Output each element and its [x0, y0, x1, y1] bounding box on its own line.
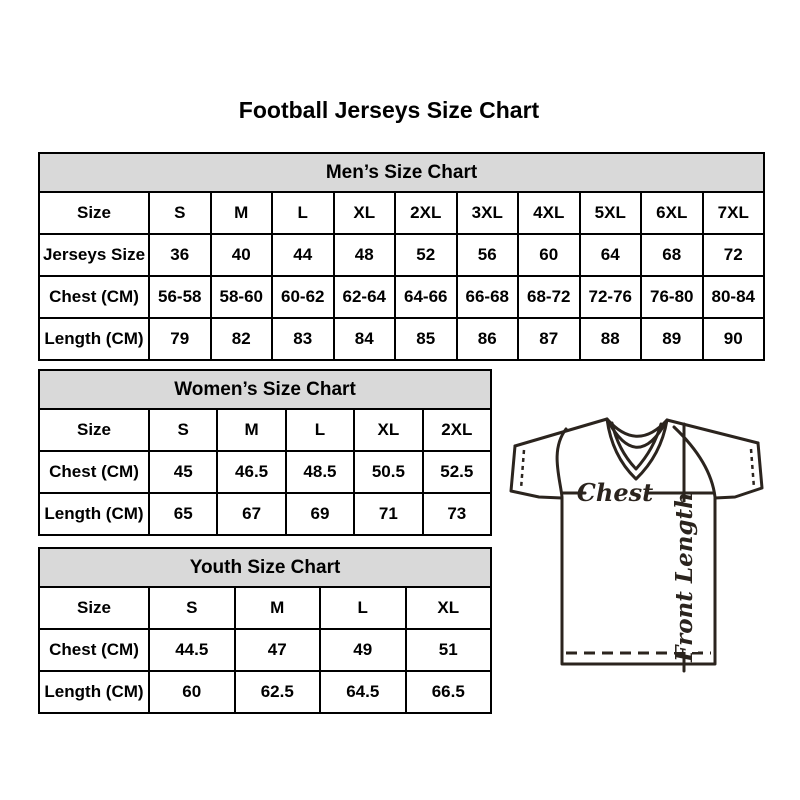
table-cell: 72-76	[580, 276, 642, 318]
table-cell: 47	[235, 629, 321, 671]
table-row	[39, 192, 764, 234]
table-cell: 65	[149, 493, 217, 535]
row-label: Chest (CM)	[39, 629, 149, 671]
table-cell: 44.5	[149, 629, 235, 671]
table-cell: 48.5	[286, 451, 354, 493]
table-cell: 58-60	[211, 276, 273, 318]
table-cell: 2XL	[395, 192, 457, 234]
table-cell: 52.5	[423, 451, 491, 493]
table-cell: L	[272, 192, 334, 234]
table-cell: XL	[406, 587, 492, 629]
table-cell: 2XL	[423, 409, 491, 451]
table-cell: S	[149, 192, 211, 234]
mens-size-table	[38, 152, 765, 361]
table-cell: 67	[217, 493, 285, 535]
table-cell: 86	[457, 318, 519, 360]
table-cell: 60	[149, 671, 235, 713]
jersey-left-cuff-dashed-line	[521, 450, 524, 489]
table-cell: S	[149, 409, 217, 451]
chest-label: Chest	[576, 478, 654, 507]
table-cell: 68-72	[518, 276, 580, 318]
table-cell: 36	[149, 234, 211, 276]
row-label: Length (CM)	[39, 493, 149, 535]
table-row	[39, 493, 491, 535]
table-cell: 51	[406, 629, 492, 671]
table-cell: M	[235, 587, 321, 629]
table-cell: 84	[334, 318, 396, 360]
table-cell: 85	[395, 318, 457, 360]
row-label: Jerseys Size	[39, 234, 149, 276]
mens-size-table-title: Men’s Size Chart	[39, 153, 764, 192]
jersey-left-armhole-seam	[557, 429, 566, 497]
table-row	[39, 451, 491, 493]
jersey-right-cuff-dashed-line	[751, 449, 754, 488]
table-cell: 44	[272, 234, 334, 276]
front-length-label: Front Length	[671, 492, 698, 662]
table-cell: 45	[149, 451, 217, 493]
table-cell: L	[320, 587, 406, 629]
table-row	[39, 629, 491, 671]
row-label: Size	[39, 587, 149, 629]
row-label: Length (CM)	[39, 671, 149, 713]
table-cell: 49	[320, 629, 406, 671]
table-cell: 72	[703, 234, 765, 276]
table-cell: 80-84	[703, 276, 765, 318]
table-cell: 64-66	[395, 276, 457, 318]
table-cell: 56	[457, 234, 519, 276]
table-cell: 48	[334, 234, 396, 276]
table-cell: 79	[149, 318, 211, 360]
table-cell: 83	[272, 318, 334, 360]
table-cell: 76-80	[641, 276, 703, 318]
row-label: Size	[39, 409, 149, 451]
jersey-collar-trim-arc	[608, 421, 666, 447]
table-row	[39, 587, 491, 629]
table-cell: 6XL	[641, 192, 703, 234]
table-cell: M	[211, 192, 273, 234]
table-cell: L	[286, 409, 354, 451]
table-cell: 56-58	[149, 276, 211, 318]
jersey-right-armhole-seam	[674, 427, 715, 497]
jersey-left-shoulder	[515, 419, 607, 446]
page-title: Football Jerseys Size Chart	[238, 97, 540, 123]
table-cell: 66.5	[406, 671, 492, 713]
table-row	[39, 671, 491, 713]
table-cell: 82	[211, 318, 273, 360]
table-cell: 69	[286, 493, 354, 535]
table-cell: 64	[580, 234, 642, 276]
table-row	[39, 234, 764, 276]
table-cell: XL	[354, 409, 422, 451]
youth-size-table-title: Youth Size Chart	[39, 548, 491, 587]
table-cell: 50.5	[354, 451, 422, 493]
jersey-right-sleeve	[715, 443, 762, 498]
table-cell: 71	[354, 493, 422, 535]
table-cell: 3XL	[457, 192, 519, 234]
table-cell: 90	[703, 318, 765, 360]
table-cell: 89	[641, 318, 703, 360]
jersey-diagram	[505, 413, 773, 679]
table-cell: M	[217, 409, 285, 451]
table-row	[39, 318, 764, 360]
womens-size-table-title: Women’s Size Chart	[39, 370, 491, 409]
table-cell: 87	[518, 318, 580, 360]
table-cell: 5XL	[580, 192, 642, 234]
table-cell: 88	[580, 318, 642, 360]
table-cell: 62.5	[235, 671, 321, 713]
jersey-left-sleeve	[511, 446, 562, 498]
row-label: Chest (CM)	[39, 451, 149, 493]
table-row	[39, 276, 764, 318]
table-cell: 62-64	[334, 276, 396, 318]
table-cell: 73	[423, 493, 491, 535]
table-cell: 4XL	[518, 192, 580, 234]
youth-size-table	[38, 547, 492, 714]
row-label: Length (CM)	[39, 318, 149, 360]
row-label: Size	[39, 192, 149, 234]
table-cell: 52	[395, 234, 457, 276]
womens-size-table	[38, 369, 492, 536]
table-row	[39, 409, 491, 451]
table-cell: S	[149, 587, 235, 629]
table-cell: 60	[518, 234, 580, 276]
table-cell: 68	[641, 234, 703, 276]
table-cell: 46.5	[217, 451, 285, 493]
table-cell: 40	[211, 234, 273, 276]
table-cell: 64.5	[320, 671, 406, 713]
table-cell: 7XL	[703, 192, 765, 234]
table-cell: XL	[334, 192, 396, 234]
table-cell: 66-68	[457, 276, 519, 318]
row-label: Chest (CM)	[39, 276, 149, 318]
table-cell: 60-62	[272, 276, 334, 318]
